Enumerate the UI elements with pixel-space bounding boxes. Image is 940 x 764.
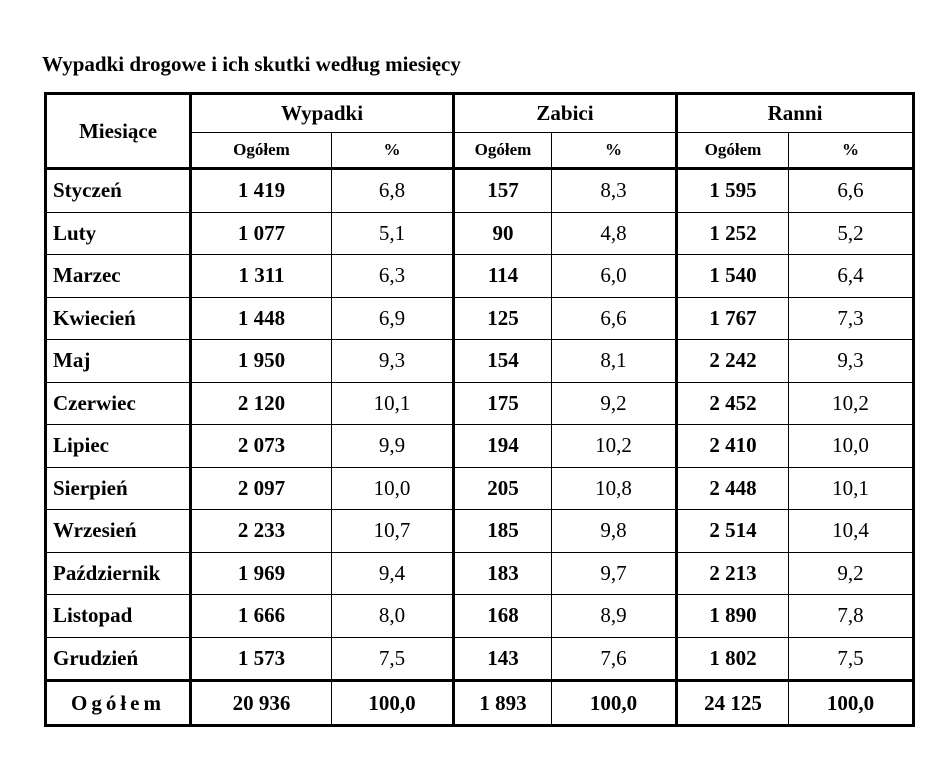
injured-total-cell: 1 540 bbox=[677, 255, 789, 298]
injured-pct-cell: 100,0 bbox=[789, 681, 914, 726]
month-cell: Lipiec bbox=[46, 425, 191, 468]
table-row bbox=[46, 382, 914, 425]
injured-total-cell: 1 767 bbox=[677, 297, 789, 340]
killed-pct-cell: 6,6 bbox=[552, 297, 677, 340]
killed-total-cell: 1 893 bbox=[454, 681, 552, 726]
group-header-ranni: Ranni bbox=[677, 94, 914, 133]
injured-pct-cell: 10,2 bbox=[789, 382, 914, 425]
injured-pct-cell: 10,1 bbox=[789, 467, 914, 510]
killed-total-cell: 125 bbox=[454, 297, 552, 340]
accidents-pct-cell: 100,0 bbox=[332, 681, 454, 726]
group-header-zabici: Zabici bbox=[454, 94, 677, 133]
killed-total-cell: 185 bbox=[454, 510, 552, 553]
injured-total-cell: 2 213 bbox=[677, 552, 789, 595]
month-cell: Październik bbox=[46, 552, 191, 595]
accidents-total-cell: 2 120 bbox=[191, 382, 332, 425]
injured-total-cell: 1 252 bbox=[677, 212, 789, 255]
table-row bbox=[46, 467, 914, 510]
month-cell: Wrzesień bbox=[46, 510, 191, 553]
injured-pct-cell: 6,6 bbox=[789, 169, 914, 213]
injured-pct-cell: 10,0 bbox=[789, 425, 914, 468]
sub-header-pct: % bbox=[552, 133, 677, 169]
accidents-pct-cell: 5,1 bbox=[332, 212, 454, 255]
killed-pct-cell: 4,8 bbox=[552, 212, 677, 255]
table-row bbox=[46, 595, 914, 638]
month-cell: Czerwiec bbox=[46, 382, 191, 425]
month-cell: Ogółem bbox=[46, 681, 191, 726]
accidents-total-cell: 20 936 bbox=[191, 681, 332, 726]
killed-pct-cell: 6,0 bbox=[552, 255, 677, 298]
accidents-pct-cell: 10,0 bbox=[332, 467, 454, 510]
table-body bbox=[46, 169, 914, 726]
injured-total-cell: 1 802 bbox=[677, 637, 789, 681]
injured-pct-cell: 7,3 bbox=[789, 297, 914, 340]
table-row bbox=[46, 510, 914, 553]
total-row bbox=[46, 681, 914, 726]
accidents-pct-cell: 6,3 bbox=[332, 255, 454, 298]
table-row bbox=[46, 637, 914, 681]
killed-pct-cell: 8,3 bbox=[552, 169, 677, 213]
killed-pct-cell: 7,6 bbox=[552, 637, 677, 681]
accidents-total-cell: 2 233 bbox=[191, 510, 332, 553]
accidents-total-cell: 1 666 bbox=[191, 595, 332, 638]
killed-pct-cell: 9,2 bbox=[552, 382, 677, 425]
page-title: Wypadki drogowe i ich skutki według miesięcy bbox=[42, 52, 461, 76]
accidents-total-cell: 1 969 bbox=[191, 552, 332, 595]
injured-pct-cell: 6,4 bbox=[789, 255, 914, 298]
injured-total-cell: 1 890 bbox=[677, 595, 789, 638]
injured-pct-cell: 5,2 bbox=[789, 212, 914, 255]
injured-total-cell: 2 242 bbox=[677, 340, 789, 383]
group-header-wypadki: Wypadki bbox=[191, 94, 454, 133]
month-cell: Luty bbox=[46, 212, 191, 255]
sub-header-pct: % bbox=[789, 133, 914, 169]
accidents-pct-cell: 6,8 bbox=[332, 169, 454, 213]
sub-header-total: Ogółem bbox=[677, 133, 789, 169]
killed-pct-cell: 9,8 bbox=[552, 510, 677, 553]
killed-total-cell: 194 bbox=[454, 425, 552, 468]
killed-pct-cell: 8,1 bbox=[552, 340, 677, 383]
injured-pct-cell: 10,4 bbox=[789, 510, 914, 553]
month-cell: Marzec bbox=[46, 255, 191, 298]
killed-pct-cell: 8,9 bbox=[552, 595, 677, 638]
sub-header-pct: % bbox=[332, 133, 454, 169]
table-row bbox=[46, 552, 914, 595]
accidents-pct-cell: 10,7 bbox=[332, 510, 454, 553]
accidents-pct-cell: 9,3 bbox=[332, 340, 454, 383]
sub-header-total: Ogółem bbox=[191, 133, 332, 169]
accidents-total-cell: 1 311 bbox=[191, 255, 332, 298]
injured-total-cell: 2 452 bbox=[677, 382, 789, 425]
killed-pct-cell: 10,2 bbox=[552, 425, 677, 468]
killed-total-cell: 154 bbox=[454, 340, 552, 383]
injured-total-cell: 2 448 bbox=[677, 467, 789, 510]
injured-pct-cell: 7,5 bbox=[789, 637, 914, 681]
accidents-total-cell: 2 097 bbox=[191, 467, 332, 510]
injured-pct-cell: 7,8 bbox=[789, 595, 914, 638]
killed-pct-cell: 10,8 bbox=[552, 467, 677, 510]
table-row bbox=[46, 425, 914, 468]
injured-total-cell: 1 595 bbox=[677, 169, 789, 213]
accidents-pct-cell: 10,1 bbox=[332, 382, 454, 425]
accidents-pct-cell: 7,5 bbox=[332, 637, 454, 681]
accidents-total-cell: 1 419 bbox=[191, 169, 332, 213]
table-row bbox=[46, 340, 914, 383]
injured-total-cell: 2 514 bbox=[677, 510, 789, 553]
killed-total-cell: 175 bbox=[454, 382, 552, 425]
injured-total-cell: 24 125 bbox=[677, 681, 789, 726]
accidents-total-cell: 1 573 bbox=[191, 637, 332, 681]
table-row bbox=[46, 255, 914, 298]
accidents-total-cell: 1 077 bbox=[191, 212, 332, 255]
month-cell: Grudzień bbox=[46, 637, 191, 681]
accidents-pct-cell: 6,9 bbox=[332, 297, 454, 340]
killed-pct-cell: 9,7 bbox=[552, 552, 677, 595]
month-cell: Listopad bbox=[46, 595, 191, 638]
table-row bbox=[46, 212, 914, 255]
accidents-pct-cell: 8,0 bbox=[332, 595, 454, 638]
month-cell: Styczeń bbox=[46, 169, 191, 213]
sub-header-total: Ogółem bbox=[454, 133, 552, 169]
table-row bbox=[46, 169, 914, 213]
injured-total-cell: 2 410 bbox=[677, 425, 789, 468]
injured-pct-cell: 9,2 bbox=[789, 552, 914, 595]
killed-total-cell: 143 bbox=[454, 637, 552, 681]
injured-pct-cell: 9,3 bbox=[789, 340, 914, 383]
killed-total-cell: 183 bbox=[454, 552, 552, 595]
accidents-total-cell: 2 073 bbox=[191, 425, 332, 468]
killed-total-cell: 157 bbox=[454, 169, 552, 213]
accidents-pct-cell: 9,4 bbox=[332, 552, 454, 595]
table-row bbox=[46, 297, 914, 340]
month-cell: Maj bbox=[46, 340, 191, 383]
killed-pct-cell: 100,0 bbox=[552, 681, 677, 726]
killed-total-cell: 90 bbox=[454, 212, 552, 255]
month-cell: Kwiecień bbox=[46, 297, 191, 340]
month-cell: Sierpień bbox=[46, 467, 191, 510]
accidents-table bbox=[44, 92, 915, 727]
accidents-pct-cell: 9,9 bbox=[332, 425, 454, 468]
killed-total-cell: 114 bbox=[454, 255, 552, 298]
month-column-header: Miesiące bbox=[46, 94, 191, 169]
killed-total-cell: 168 bbox=[454, 595, 552, 638]
accidents-total-cell: 1 950 bbox=[191, 340, 332, 383]
accidents-total-cell: 1 448 bbox=[191, 297, 332, 340]
killed-total-cell: 205 bbox=[454, 467, 552, 510]
